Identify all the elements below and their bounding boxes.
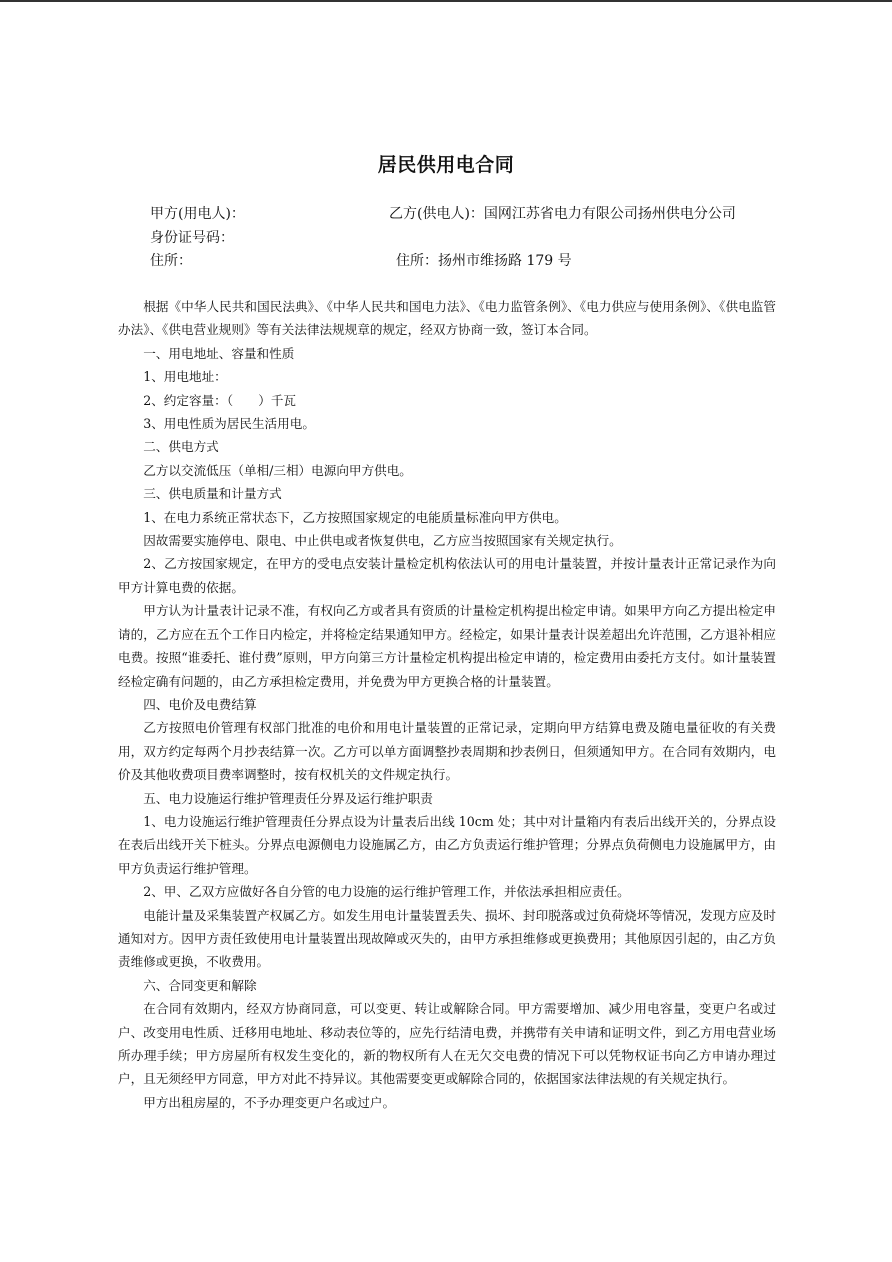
section-heading-2: 二、供电方式 <box>143 439 219 455</box>
clause-paragraph: 2、乙方按国家规定，在甲方的受电点安装计量检定机构依法认可的用电计量装置，并按计量表计正常记录作为向甲方计算电费的依据。 <box>118 556 776 595</box>
clause-paragraph: 乙方以交流低压（单相/三相）电源向甲方供电。 <box>143 462 412 478</box>
clause-paragraph: 因故需要实施停电、限电、中止供电或者恢复供电，乙方应当按照国家有关规定执行。 <box>143 533 622 549</box>
party-a-label: 甲方(用电人)： <box>150 206 245 222</box>
party-b-address: 住所：扬州市维扬路 179 号 <box>396 253 572 269</box>
clause-paragraph: 1、电力设施运行维护管理责任分界点设为计量表后出线 10cm 处；其中对计量箱内有表后出线开关的，分界点设在表后出线开关下桩头。分界点电源侧电力设施属乙方，由乙方负责运行维护管理；分界点负荷侧电力设施属甲方，由甲方负责运行维护管理。 <box>118 813 776 876</box>
id-number-label: 身份证号码： <box>150 230 234 246</box>
clause-paragraph: 2、约定容量：（ ）千瓦 <box>143 392 297 408</box>
contract-body <box>118 295 776 1114</box>
section-heading-1: 一、用电地址、容量和性质 <box>143 345 295 361</box>
clause-paragraph: 乙方按照电价管理有权部门批准的电价和用电计量装置的正常记录，定期向甲方结算电费及随电量征收的有关费用，双方约定每两个月抄表结算一次。乙方可以单方面调整抄表周期和抄表例日，但须通知甲方。在合同有效期内，电价及其他收费项目费率调整时，按有权机关的文件规定执行。 <box>118 720 776 783</box>
section-heading-5: 五、电力设施运行维护管理责任分界及运行维护职责 <box>143 790 433 806</box>
clause-paragraph: 电能计量及采集装置产权属乙方。如发生用电计量装置丢失、损坏、封印脱落或过负荷烧坏等情况，发现方应及时通知对方。因甲方责任致使用电计量装置出现故障或灭失的，由甲方承担维修或更换费用；其他原因引起的，由乙方负责维修或更换，不收费用。 <box>118 907 776 970</box>
preamble-paragraph: 根据《中华人民共和国民法典》、《中华人民共和国电力法》、《电力监管条例》、《电力供应与使用条例》、《供电监管办法》、《供电营业规则》等有关法律法规规章的规定，经双方协商一致，签订本合同。 <box>118 299 776 338</box>
clause-paragraph: 2、甲、乙双方应做好各自分管的电力设施的运行维护管理工作，并依法承担相应责任。 <box>143 884 630 900</box>
page-top-border <box>0 0 892 2</box>
section-heading-6: 六、合同变更和解除 <box>143 977 257 993</box>
clause-paragraph: 在合同有效期内，经双方协商同意，可以变更、转让或解除合同。甲方需要增加、减少用电容量，变更户名或过户、改变用电性质、迁移用电地址、移动表位等的，应先行结清电费，并携带有关申请和证明文件，到乙方用电营业场所办理手续；甲方房屋所有权发生变化的，新的物权所有人在无欠交电费的情况下可以凭物权证书向乙方申请办理过户，且无须经甲方同意，甲方对此不持异议。其他需要变更或解除合同的，依据国家法律法规的有关规定执行。 <box>118 1001 776 1087</box>
document-title: 居民供用电合同 <box>377 154 515 176</box>
clause-paragraph: 甲方认为计量表计记录不准，有权向乙方或者具有资质的计量检定机构提出检定申请。如果甲方向乙方提出检定申请的，乙方应在五个工作日内检定，并将检定结果通知甲方。经检定，如果计量表计误差超出允许范围，乙方退补相应电费。按照“谁委托、谁付费”原则，甲方向第三方计量检定机构提出检定申请的，检定费用由委托方支付。如计量装置经检定确有问题的，由乙方承担检定费用，并免费为甲方更换合格的计量装置。 <box>118 603 776 689</box>
clause-paragraph: 甲方出租房屋的，不予办理变更户名或过户。 <box>143 1094 396 1110</box>
clause-paragraph: 1、在电力系统正常状态下，乙方按照国家规定的电能质量标准向甲方供电。 <box>143 509 567 525</box>
party-a-address-label: 住所： <box>150 253 192 269</box>
section-heading-4: 四、电价及电费结算 <box>143 696 257 712</box>
clause-paragraph: 3、用电性质为居民生活用电。 <box>143 416 315 432</box>
party-b-label: 乙方(供电人)：国网江苏省电力有限公司扬州供电分公司 <box>389 206 736 222</box>
clause-paragraph: 1、用电地址： <box>143 369 227 385</box>
section-heading-3: 三、供电质量和计量方式 <box>143 486 282 502</box>
